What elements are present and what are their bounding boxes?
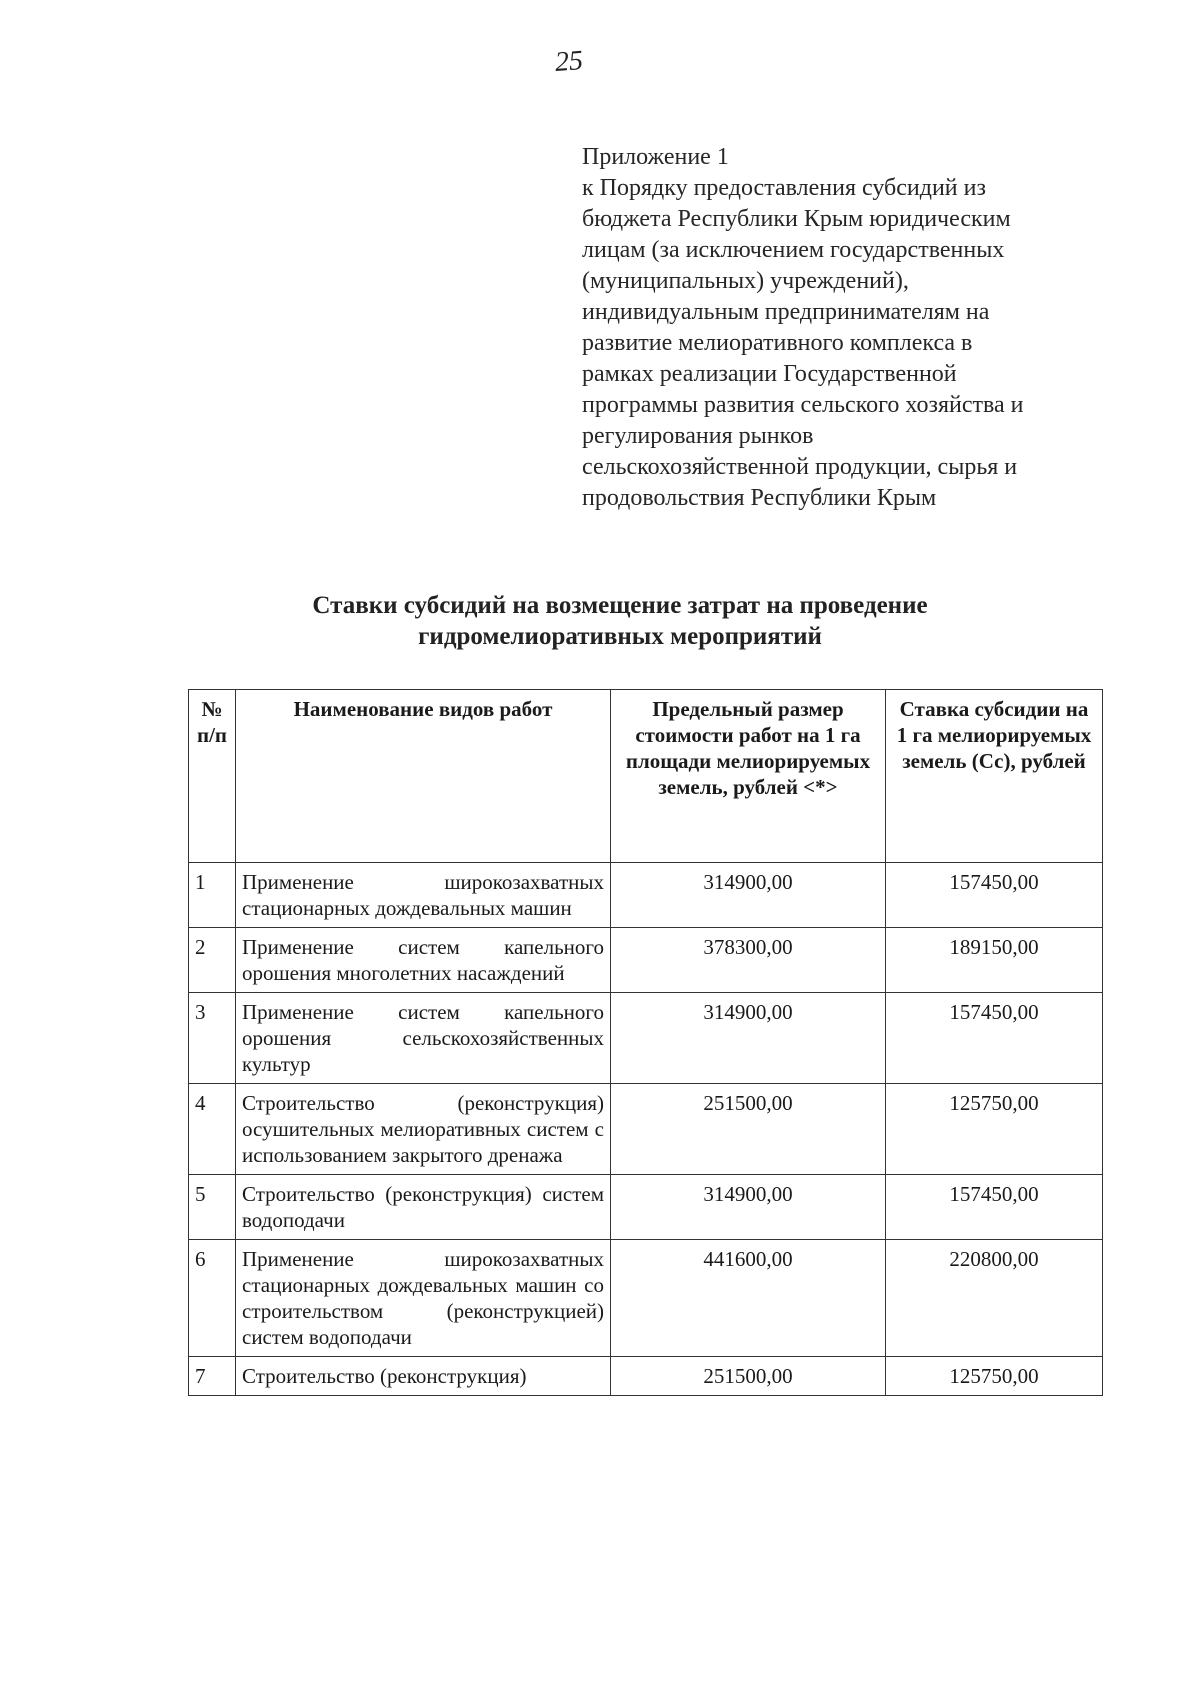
header-cost-limit: Предельный размер стоимости работ на 1 га площади мелиорируемых земель, рублей <*> (611, 690, 886, 863)
document-title (190, 590, 1050, 652)
appendix-line: (муниципальных) учреждений), (582, 268, 909, 294)
row-num: 6 (189, 1240, 236, 1357)
row-work-name: Строительство (реконструкция) осушительных мелиоративных систем с использованием закрытого дренажа (236, 1084, 611, 1175)
table-row (189, 1084, 1103, 1175)
table-row (189, 928, 1103, 993)
appendix-line: программы развития сельского хозяйства и (582, 392, 1024, 418)
row-work-name: Применение широкозахватных стационарных дождевальных машин (236, 863, 611, 928)
row-work-name: Применение систем капельного орошения сельскохозяйственных культур (236, 993, 611, 1084)
appendix-line: рамках реализации Государственной (582, 361, 957, 387)
row-num: 7 (189, 1357, 236, 1396)
row-cost-limit: 378300,00 (611, 928, 886, 993)
appendix-line: сельскохозяйственной продукции, сырья и (582, 454, 1018, 480)
appendix-line: продовольствия Республики Крым (582, 485, 937, 511)
row-work-name: Применение систем капельного орошения многолетних насаждений (236, 928, 611, 993)
appendix-line: бюджета Республики Крым юридическим (582, 206, 1011, 232)
appendix-line: лицам (за исключением государственных (582, 237, 1005, 263)
row-subsidy-rate: 220800,00 (886, 1240, 1103, 1357)
table-row (189, 993, 1103, 1084)
header-subsidy-rate: Ставка субсидии на 1 га мелиорируемых земель (Сс), рублей (886, 690, 1103, 863)
row-cost-limit: 314900,00 (611, 863, 886, 928)
row-subsidy-rate: 189150,00 (886, 928, 1103, 993)
appendix-line: развитие мелиоративного комплекса в (582, 330, 973, 356)
row-work-name: Строительство (реконструкция) систем водоподачи (236, 1175, 611, 1240)
header-work-name: Наименование видов работ (236, 690, 611, 863)
row-cost-limit: 251500,00 (611, 1084, 886, 1175)
row-num: 5 (189, 1175, 236, 1240)
row-num: 1 (189, 863, 236, 928)
row-cost-limit: 441600,00 (611, 1240, 886, 1357)
appendix-line: к Порядку предоставления субсидий из (582, 175, 986, 201)
row-subsidy-rate: 157450,00 (886, 1175, 1103, 1240)
row-work-name: Применение широкозахватных стационарных дождевальных машин со строительством (реконструкцией) систем водоподачи (236, 1240, 611, 1357)
row-subsidy-rate: 157450,00 (886, 863, 1103, 928)
subsidy-rates-table (188, 689, 1103, 1396)
table-row (189, 1175, 1103, 1240)
row-subsidy-rate: 125750,00 (886, 1084, 1103, 1175)
row-cost-limit: 314900,00 (611, 993, 886, 1084)
row-cost-limit: 314900,00 (611, 1175, 886, 1240)
appendix-block (582, 142, 1102, 514)
row-subsidy-rate: 125750,00 (886, 1357, 1103, 1396)
row-num: 4 (189, 1084, 236, 1175)
document-title-line: гидромелиоративных мероприятий (418, 623, 822, 650)
table-row (189, 1240, 1103, 1357)
document-title-line: Ставки субсидий на возмещение затрат на проведение (312, 592, 928, 619)
row-num: 2 (189, 928, 236, 993)
table-row (189, 1357, 1103, 1396)
table-row (189, 863, 1103, 928)
row-work-name: Строительство (реконструкция) (236, 1357, 611, 1396)
appendix-line: регулирования рынков (582, 423, 814, 449)
appendix-line: индивидуальным предпринимателям на (582, 299, 990, 325)
appendix-line: Приложение 1 (582, 144, 729, 170)
row-subsidy-rate: 157450,00 (886, 993, 1103, 1084)
page-number: 25 (553, 45, 585, 78)
row-num: 3 (189, 993, 236, 1084)
table-header-row (189, 690, 1103, 863)
row-cost-limit: 251500,00 (611, 1357, 886, 1396)
header-num: № п/п (189, 690, 236, 863)
